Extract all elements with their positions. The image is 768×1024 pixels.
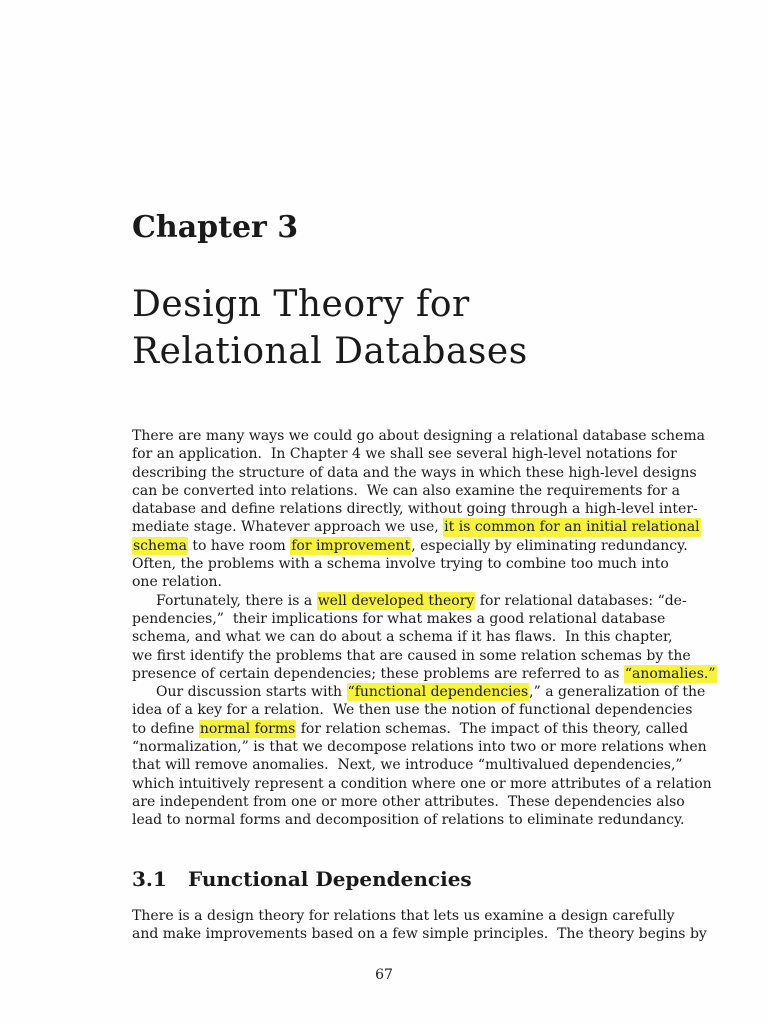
- text-span: Often, the problems with a schema involve trying to combine too much into: [132, 556, 669, 573]
- text-line: [132, 701, 693, 719]
- text-span: that will remove anomalies. Next, we introduce “multivalued dependencies,”: [132, 757, 683, 774]
- text-line: [132, 756, 683, 774]
- text-span: There is a design theory for relations that lets us examine a design carefully: [132, 908, 675, 924]
- section-title: Functional Dependencies: [188, 867, 472, 891]
- text-line: [132, 628, 673, 646]
- text-span: presence of certain dependencies; these problems are referred to as: [132, 665, 624, 682]
- chapter-label: Chapter 3: [132, 210, 299, 245]
- text-span: to have room: [187, 537, 291, 554]
- text-span: lead to normal forms and decomposition of relations to eliminate redundancy.: [132, 812, 685, 829]
- text-line: [132, 482, 681, 500]
- text-span: describing the structure of data and the ways in which these high-level designs: [132, 464, 697, 481]
- text-span: Our discussion starts with: [156, 684, 347, 701]
- text-span: one relation.: [132, 574, 222, 591]
- text-span: , especially by eliminating redundancy.: [411, 537, 688, 554]
- text-line: [132, 555, 669, 573]
- section-number: 3.1: [132, 867, 167, 891]
- highlighted-text: schema: [133, 537, 187, 554]
- text-span: are independent from one or more other attributes. These dependencies also: [132, 793, 685, 810]
- text-line: [132, 518, 700, 536]
- text-line: [132, 738, 707, 756]
- text-span: idea of a key for a relation. We then use the notion of functional dependencies: [132, 702, 693, 719]
- intro-text: [132, 427, 716, 830]
- chapter-title: [132, 281, 528, 375]
- text-span: “normalization,” is that we decompose relations into two or more relations when: [132, 739, 707, 756]
- highlighted-text: “functional dependencies: [347, 684, 529, 701]
- text-line: [132, 592, 687, 610]
- text-line: [132, 720, 689, 738]
- highlighted-text: normal forms: [199, 720, 296, 737]
- section-text: [132, 907, 707, 944]
- text-line: [132, 925, 707, 943]
- text-line: [132, 683, 706, 701]
- text-span: for relational databases: “de-: [475, 592, 687, 609]
- highlighted-text: well developed theory: [317, 592, 475, 609]
- text-span: for relation schemas. The impact of this theory, called: [296, 720, 689, 737]
- text-span: which intuitively represent a condition where one or more attributes of a relation: [132, 775, 712, 792]
- chapter-title-line-1: Design Theory for: [132, 284, 470, 325]
- text-span: mediate stage. Whatever approach we use,: [132, 519, 444, 536]
- text-line: [132, 573, 628, 591]
- chapter-title-line-2: Relational Databases: [132, 331, 528, 372]
- highlighted-text: “anomalies.”: [624, 665, 716, 682]
- text-line: [132, 427, 705, 445]
- text-line: [132, 445, 677, 463]
- text-line: [132, 793, 685, 811]
- section-heading: [132, 866, 472, 892]
- text-span: database and define relations directly, without going through a high-level inter-: [132, 501, 698, 518]
- text-span: for an application. In Chapter 4 we shall see several high-level notations for: [132, 446, 677, 463]
- text-span: to define: [132, 720, 199, 737]
- page-number: 67: [375, 967, 393, 983]
- highlighted-text: for improvement: [291, 537, 411, 554]
- text-span: pendencies,” their implications for what makes a good relational database: [132, 610, 666, 627]
- text-span: and make improvements based on a few simple principles. The theory begins by: [132, 926, 707, 943]
- text-span: Fortunately, there is a: [156, 592, 317, 609]
- text-span: ,” a generalization of the: [529, 684, 706, 701]
- text-span: There are many ways we could go about designing a relational database schema: [132, 428, 705, 444]
- text-line: [132, 665, 716, 683]
- text-line: [132, 907, 675, 925]
- text-span: can be converted into relations. We can also examine the requirements for a: [132, 482, 681, 499]
- text-span: we first identify the problems that are caused in some relation schemas by the: [132, 647, 691, 664]
- text-line: [132, 537, 688, 555]
- text-line: [132, 647, 691, 665]
- highlighted-text: it is common for an initial relational: [444, 519, 700, 536]
- text-line: [132, 500, 698, 518]
- text-line: [132, 610, 666, 628]
- text-line: [132, 464, 697, 482]
- text-line: [132, 775, 712, 793]
- text-span: schema, and what we can do about a schema if it has flaws. In this chapter,: [132, 629, 673, 646]
- text-line: [132, 811, 685, 829]
